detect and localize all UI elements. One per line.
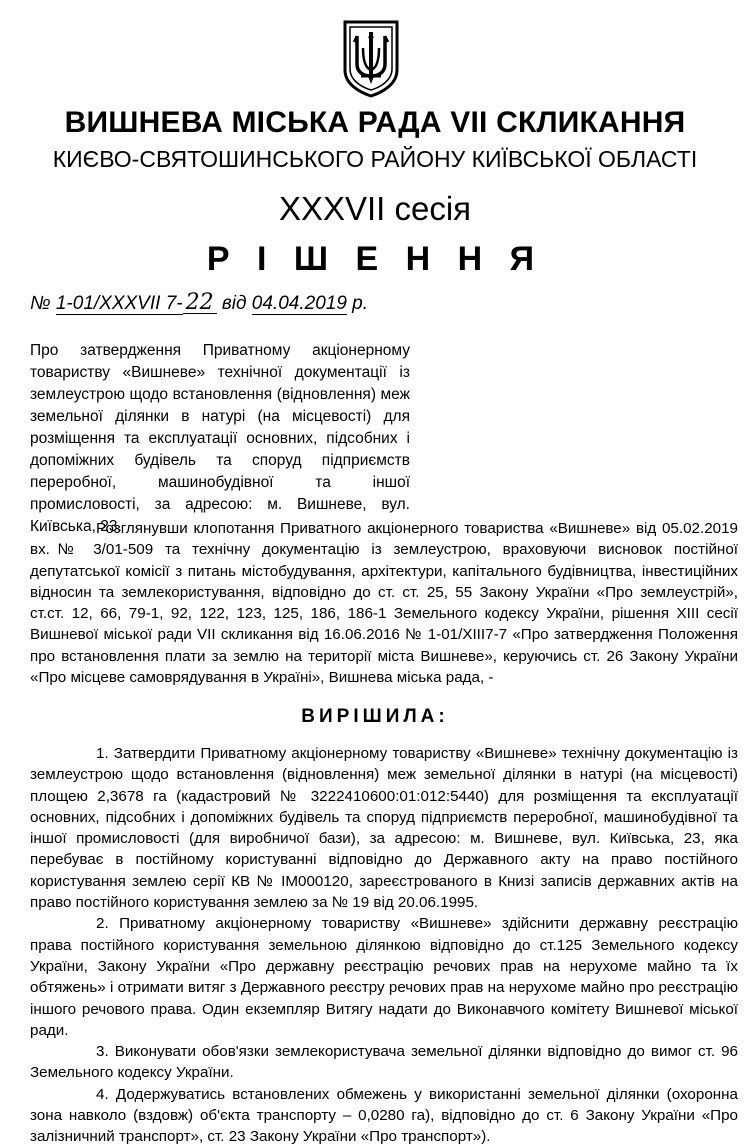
number-prefix: № bbox=[30, 293, 51, 314]
council-name: ВИШНЕВА МІСЬКА РАДА VII СКЛИКАННЯ bbox=[64, 106, 686, 139]
from-label: від bbox=[221, 293, 247, 314]
trident-icon bbox=[339, 18, 403, 98]
year-suffix: р. bbox=[352, 293, 369, 314]
resolved-heading: ВИРІШИЛА: bbox=[301, 706, 449, 727]
decision-item-4: 4. Додержуватись встановлених обмежень у використанні земельної ділянки (охоронна зона навколо (вздовж) об'єкта транспорту – 0,0280 га), відповідно до ст. 6 Закону України «Про залізничний транспорт», ст. 23 Закону України «Про транспорт»). bbox=[30, 1085, 738, 1146]
document-type-title: Р І Ш Е Н Н Я bbox=[206, 240, 544, 278]
decision-item-1: 1. Затвердити Приватному акціонерному товариству «Вишневе» технічну документацію із землеустрою щодо встановлення (відновлення) меж земельної ділянки в натурі (на місцевості) площею 2,3678 га (кадастровий № 3222410600:01:012:5440) для розміщення та експлуатації основних, підсобних і допоміжних будівель та споруд підприємств переробної, машинобудівної та іншої промисловості (для виробничої бази), за адресою: м. Вишневе, вул. Київська, 23, яка перебуває в постійному користуванні відповідно до Державного акту на право постійного користування землею серії КВ № ІМ000120, зареєстрованого в Книзі записів державних актів на право постійного користування землею за № 19 від 20.06.1995. bbox=[30, 745, 738, 912]
session-title: XXXVII сесія bbox=[278, 190, 472, 227]
handwritten-number: 22 bbox=[183, 293, 217, 314]
decision-subject: Про затвердження Приватному акціонерному товариству «Вишневе» технічної документації із землеустрою щодо встановлення (відновлення) меж земельної ділянки в натурі (на місцевості) для розміщення та експлуатації основних, підсобних і допоміжних будівель та споруд підприємств переробної, машинобудівної та іншої промисловості, за адресою: м. Вишневе, вул. Київська, 23. bbox=[30, 342, 410, 535]
document-number-line bbox=[30, 290, 369, 315]
district-region: КИЄВО-СВЯТОШИНСЬКОГО РАЙОНУ КИЇВСЬКОЇ ОБЛАСТІ bbox=[52, 146, 698, 172]
decision-item-2: 2. Приватному акціонерному товариству «Вишневе» здійснити державну реєстрацію права постійного користування земельною ділянкою відповідно до ст.125 Земельного кодексу України, Закону України «Про державну реєстрацію речових прав на нерухоме майно та їх обтяжень» і отримати витяг з Державного реєстру речових прав на нерухоме майно про реєстрацію іншого речового права. Один екземпляр Витягу надати до Виконавчого комітету Вишневої міської ради. bbox=[30, 915, 738, 1039]
preamble-paragraph: Розглянувши клопотання Приватного акціонерного товариства «Вишневе» від 05.02.2019 вх.№ 3/01-509 та технічну документацію із землеустрою, враховуючи висновок постійної депутатської комісії з питань містобудування, архітектури, капітального будівництва, інвестиційних відносин та землекористування, відповідно до ст. ст. 25, 55 Закону України «Про землеустрій», ст.ст. 12, 66, 79-1, 92, 122, 123, 125, 186, 186-1 Земельного кодексу України, рішення XIII сесії Вишневої міської ради VII скликання від 16.06.2016 № 1-01/XIII7-7 «Про затвердження Положення про встановлення плати за землю на території міста Вишневе», керуючись ст. 26 Закону України «Про місцеве самоврядування в Україні», Вишнева міська рада, - bbox=[30, 520, 738, 687]
decision-items bbox=[30, 743, 738, 1148]
decision-item-3: 3. Виконувати обов'язки землекористувача земельної ділянки відповідно до вимог ст. 96 Земельного кодексу України. bbox=[30, 1043, 738, 1082]
document-date: 04.04.2019 bbox=[251, 293, 347, 314]
document-number: 1-01/XXXVII 7- bbox=[55, 293, 183, 314]
